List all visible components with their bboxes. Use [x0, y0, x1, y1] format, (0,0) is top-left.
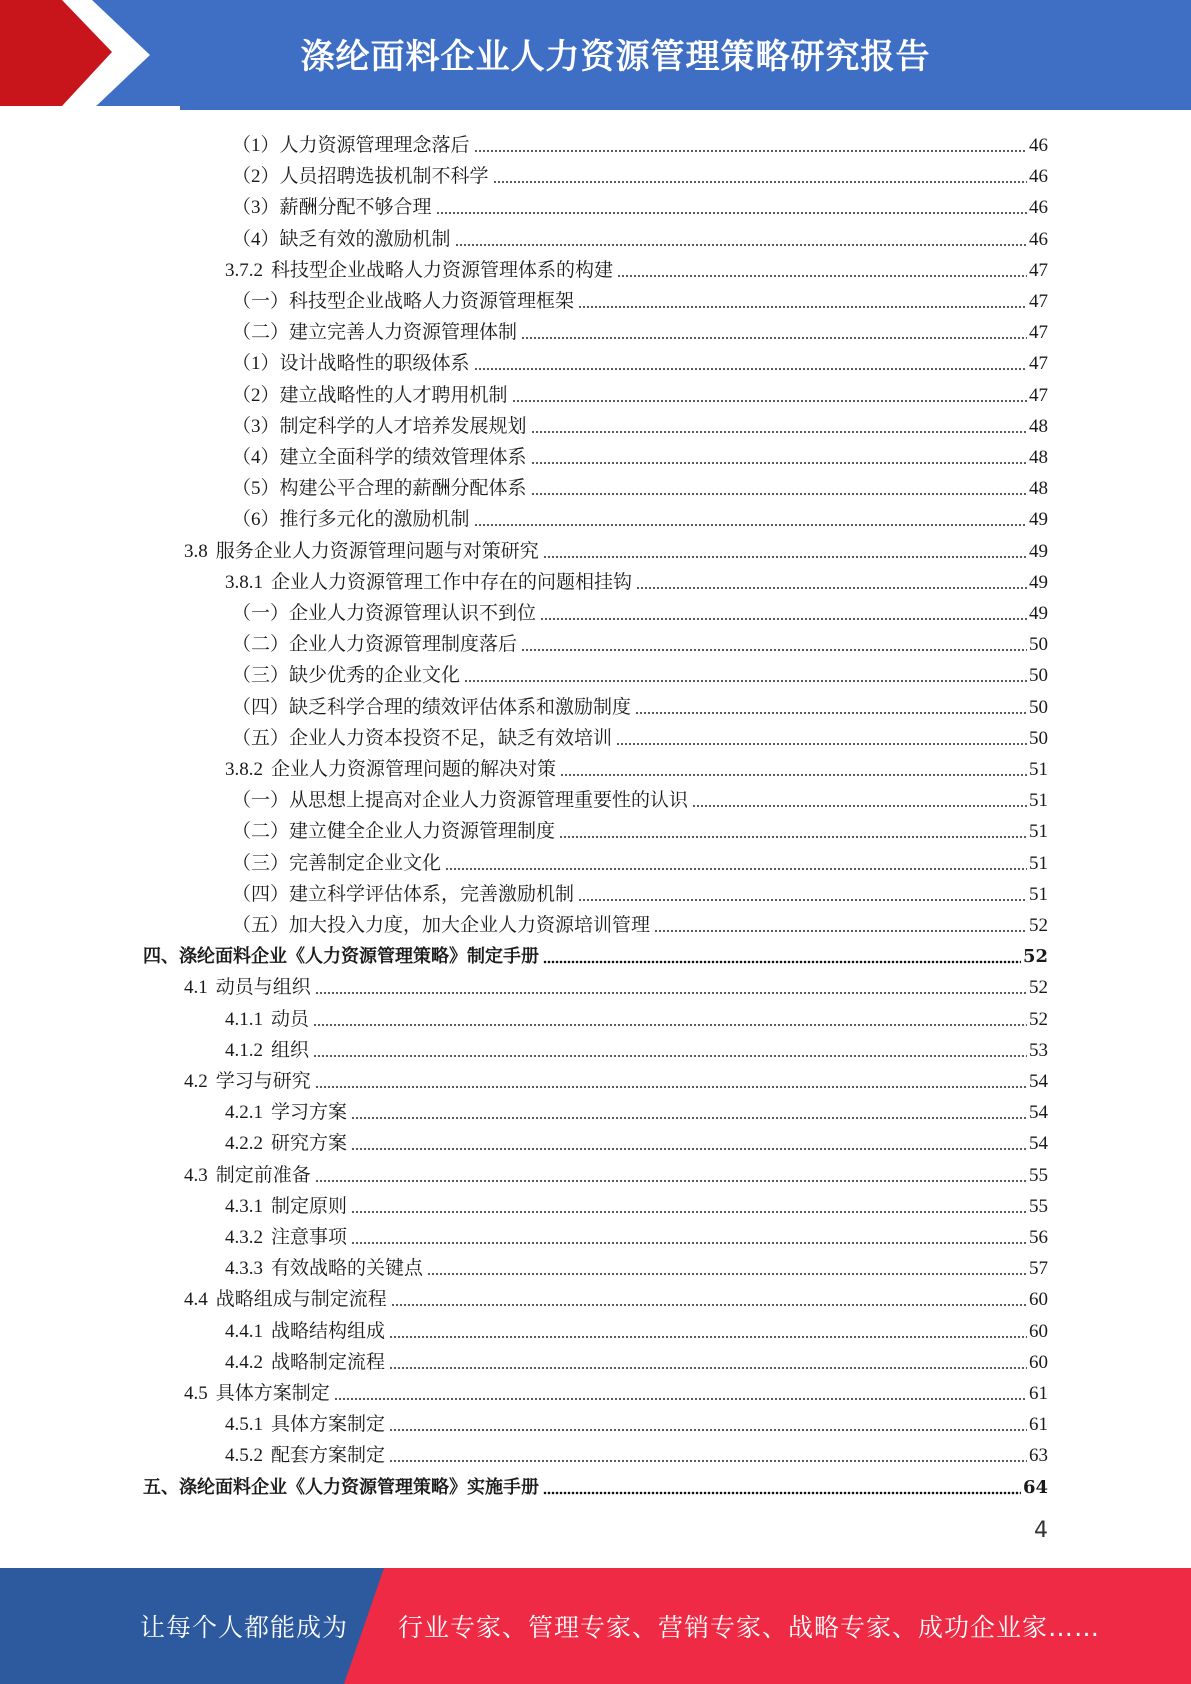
toc-dot-leader: [521, 648, 1027, 652]
toc-entry-page: 50: [1029, 696, 1048, 718]
toc-entry-title: （3）制定科学的人才培养发展规划: [232, 415, 527, 437]
toc-entry-number: 4.4: [184, 1289, 208, 1311]
toc-entry-page: 60: [1029, 1320, 1048, 1342]
toc-dot-leader: [560, 773, 1027, 777]
toc-entry-number: 4.2.2: [225, 1133, 263, 1155]
toc-entry[interactable]: [232, 314, 1048, 345]
toc-entry-number: 4.4.2: [225, 1351, 263, 1373]
toc-entry-title: 配套方案制定: [271, 1445, 386, 1467]
toc-entry-title: 科技型企业战略人力资源管理体系的构建: [271, 259, 614, 281]
toc-entry-number: 4.1.2: [225, 1039, 263, 1061]
toc-entry-title: 战略制定流程: [271, 1351, 386, 1373]
toc-dot-leader: [334, 1397, 1027, 1401]
toc-entry-page: 64: [1022, 1476, 1048, 1498]
toc-entry[interactable]: [232, 657, 1048, 688]
toc-dot-leader: [578, 305, 1027, 309]
toc-entry[interactable]: [184, 1375, 1048, 1406]
toc-entry-page: 61: [1029, 1414, 1048, 1436]
toc-entry-page: 57: [1029, 1258, 1048, 1280]
toc-dot-leader: [351, 1147, 1027, 1151]
toc-entry-page: 50: [1029, 665, 1048, 687]
toc-entry-page: 47: [1029, 322, 1048, 344]
toc-entry-title: （一）从思想上提高对企业人力资源管理重要性的认识: [232, 790, 689, 812]
toc-entry-page: 54: [1029, 1133, 1048, 1155]
toc-entry-page: 53: [1029, 1039, 1048, 1061]
toc-entry[interactable]: [225, 1125, 1048, 1156]
toc-entry-page: 51: [1029, 790, 1048, 812]
toc-entry-title: 学习与研究: [215, 1071, 311, 1092]
toc-entry-page: 47: [1029, 291, 1048, 312]
toc-entry-number: 4.3.3: [225, 1258, 263, 1280]
toc-entry-page: 46: [1029, 135, 1048, 156]
toc-entry-page: 51: [1029, 852, 1048, 874]
toc-dot-leader: [474, 149, 1027, 153]
toc-entry-page: 61: [1029, 1383, 1048, 1404]
toc-entry-page: 48: [1029, 447, 1048, 468]
toc-entry-title: 四、涤纶面料企业《人力资源管理策略》制定手册: [143, 946, 539, 968]
toc-entry[interactable]: [184, 1157, 1048, 1188]
toc-entry-page: 54: [1029, 1071, 1048, 1092]
toc-dot-leader: [445, 867, 1027, 871]
toc-entry-number: 4.3: [184, 1164, 208, 1186]
toc-dot-leader: [315, 1179, 1027, 1183]
toc-entry-number: 4.5.2: [225, 1445, 263, 1467]
toc-dot-leader: [315, 991, 1027, 995]
toc-entry[interactable]: [232, 595, 1048, 626]
toc-dot-leader: [543, 555, 1027, 559]
toc-entry[interactable]: [232, 626, 1048, 657]
toc-dot-leader: [531, 492, 1027, 496]
toc-dot-leader: [543, 1491, 1021, 1495]
toc-entry-title: 制定原则: [271, 1195, 348, 1217]
toc-entry-number: 4.2: [184, 1071, 208, 1092]
toc-entry-page: 55: [1029, 1164, 1048, 1186]
toc-entry-page: 49: [1029, 509, 1048, 531]
toc-entry[interactable]: [232, 470, 1048, 501]
toc-entry-page: 51: [1029, 883, 1048, 905]
toc-entry-title: （1）人力资源管理理念落后: [232, 135, 470, 156]
toc-dot-leader: [455, 243, 1027, 247]
toc-dot-leader: [391, 1303, 1027, 1307]
toc-dot-leader: [531, 430, 1027, 434]
toc-entry-title: （6）推行多元化的激励机制: [232, 509, 470, 531]
toc-entry-page: 55: [1029, 1195, 1048, 1217]
toc-dot-leader: [512, 399, 1027, 403]
toc-dot-leader: [313, 1023, 1027, 1027]
toc-dot-leader: [389, 1335, 1027, 1339]
toc-entry-title: 制定前准备: [215, 1164, 311, 1186]
toc-entry[interactable]: [232, 283, 1048, 314]
toc-entry-title: 具体方案制定: [215, 1383, 330, 1404]
toc-dot-leader: [313, 1054, 1027, 1058]
toc-entry-page: 50: [1029, 727, 1048, 749]
toc-entry-title: （二）企业人力资源管理制度落后: [232, 634, 518, 656]
toc-entry-number: 3.8.2: [225, 759, 263, 780]
toc-dot-leader: [464, 679, 1027, 683]
page-number: 4: [1034, 1518, 1048, 1543]
toc-entry-page: 49: [1029, 540, 1048, 562]
toc-dot-leader: [616, 742, 1027, 746]
toc-entry-title: （2）人员招聘选拔机制不科学: [232, 166, 489, 188]
toc-entry[interactable]: [232, 158, 1048, 189]
toc-entry-title: （二）建立健全企业人力资源管理制度: [232, 821, 556, 843]
toc-dot-leader: [578, 898, 1027, 902]
toc-entry[interactable]: [225, 252, 1048, 283]
toc-entry[interactable]: [184, 969, 1048, 1000]
toc-entry-page: 46: [1029, 228, 1048, 250]
toc-entry-page: 47: [1029, 353, 1048, 375]
toc-dot-leader: [436, 211, 1027, 215]
toc-entry[interactable]: [232, 408, 1048, 439]
toc-dot-leader: [427, 1272, 1027, 1276]
footer-slogan-left: 让每个人都能成为: [140, 1613, 349, 1642]
toc-entry[interactable]: [232, 501, 1048, 532]
toc-entry-page: 47: [1029, 259, 1048, 281]
toc-entry-title: （一）企业人力资源管理认识不到位: [232, 603, 537, 624]
toc-entry-page: 47: [1029, 384, 1048, 406]
toc-entry-number: 4.1: [184, 977, 208, 999]
toc-entry-page: 56: [1029, 1227, 1048, 1248]
toc-entry[interactable]: [143, 1469, 1048, 1500]
toc-entry-page: 49: [1029, 571, 1048, 593]
toc-entry-number: 3.8: [184, 540, 208, 562]
toc-dot-leader: [540, 617, 1027, 621]
toc-entry[interactable]: [225, 564, 1048, 595]
toc-entry[interactable]: [232, 876, 1048, 907]
toc-dot-leader: [351, 1116, 1027, 1120]
toc-entry-number: 4.1.1: [225, 1008, 263, 1030]
toc-entry-title: （三）缺少优秀的企业文化: [232, 665, 461, 687]
toc-entry-number: 3.7.2: [225, 259, 263, 281]
toc-dot-leader: [559, 835, 1027, 839]
toc-dot-leader: [351, 1241, 1027, 1245]
toc-entry-page: 46: [1029, 197, 1048, 219]
toc-entry[interactable]: [232, 845, 1048, 876]
toc-entry-page: 51: [1029, 759, 1048, 780]
toc-entry-title: （一）科技型企业战略人力资源管理框架: [232, 291, 575, 312]
toc-entry[interactable]: [225, 1001, 1048, 1032]
toc-entry[interactable]: [232, 377, 1048, 408]
toc-entry-title: （三）完善制定企业文化: [232, 852, 442, 874]
toc-entry-title: 战略结构组成: [271, 1320, 386, 1342]
toc-dot-leader: [617, 274, 1027, 278]
toc-dot-leader: [351, 1210, 1027, 1214]
toc-entry-page: 54: [1029, 1102, 1048, 1124]
toc-entry-title: 注意事项: [271, 1227, 348, 1248]
toc-entry-page: 51: [1029, 821, 1048, 843]
toc-entry-title: （4）建立全面科学的绩效管理体系: [232, 447, 527, 468]
toc-entry-title: 组织: [271, 1039, 310, 1061]
page-header: [0, 0, 1191, 110]
toc-entry-title: （四）缺乏科学合理的绩效评估体系和激励制度: [232, 696, 632, 718]
toc-entry-title: 有效战略的关键点: [271, 1258, 424, 1280]
toc-entry-title: （4）缺乏有效的激励机制: [232, 228, 451, 250]
toc-dot-leader: [531, 461, 1027, 465]
toc-entry-number: 4.4.1: [225, 1320, 263, 1342]
document-title: 涤纶面料企业人力资源管理策略研究报告: [300, 36, 931, 77]
toc-dot-leader: [636, 586, 1027, 590]
toc-entry-title: （二）建立完善人力资源管理体制: [232, 322, 518, 344]
toc-entry-title: 学习方案: [271, 1102, 348, 1124]
toc-entry[interactable]: [225, 1188, 1048, 1219]
toc-entry[interactable]: [232, 907, 1048, 938]
toc-entry-number: 4.5: [184, 1383, 208, 1404]
toc-entry[interactable]: [232, 720, 1048, 751]
toc-entry-title: （四）建立科学评估体系，完善激励机制: [232, 883, 575, 905]
toc-entry[interactable]: [143, 938, 1048, 969]
toc-entry[interactable]: [184, 533, 1048, 564]
footer-slogan-right: 行业专家、管理专家、营销专家、战略专家、成功企业家……: [398, 1613, 1101, 1642]
toc-entry-page: 48: [1029, 478, 1048, 500]
toc-entry[interactable]: [232, 689, 1048, 720]
toc-entry-number: 4.3.2: [225, 1227, 263, 1248]
toc-entry[interactable]: [184, 1281, 1048, 1312]
toc-entry-page: 50: [1029, 634, 1048, 656]
toc-dot-leader: [474, 367, 1027, 371]
toc-entry-title: （5）构建公平合理的薪酬分配体系: [232, 478, 527, 500]
toc-entry-title: 研究方案: [271, 1133, 348, 1155]
toc-entry-page: 52: [1029, 1008, 1048, 1030]
toc-entry[interactable]: [232, 439, 1048, 470]
toc-entry[interactable]: [232, 221, 1048, 252]
toc-entry[interactable]: [232, 782, 1048, 813]
toc-entry[interactable]: [232, 189, 1048, 220]
toc-entry-number: 4.2.1: [225, 1102, 263, 1124]
toc-entry-title: 动员: [271, 1008, 310, 1030]
toc-entry[interactable]: [232, 127, 1048, 158]
toc-entry-number: 4.5.1: [225, 1414, 263, 1436]
toc-dot-leader: [543, 960, 1021, 964]
toc-dot-leader: [389, 1366, 1027, 1370]
toc-entry-title: （五）加大投入力度，加大企业人力资源培训管理: [232, 915, 651, 936]
toc-entry-title: （3）薪酬分配不够合理: [232, 197, 432, 219]
toc-entry[interactable]: [225, 1313, 1048, 1344]
toc-entry-number: 3.8.1: [225, 571, 263, 593]
toc-dot-leader: [389, 1459, 1027, 1463]
toc-entry-page: 49: [1029, 603, 1048, 624]
toc-dot-leader: [521, 336, 1027, 340]
toc-entry-page: 52: [1029, 915, 1048, 936]
toc-dot-leader: [493, 180, 1027, 184]
page-footer: [0, 1568, 1191, 1684]
toc-entry-page: 60: [1029, 1289, 1048, 1311]
toc-entry[interactable]: [225, 1250, 1048, 1281]
toc-dot-leader: [635, 711, 1027, 715]
toc-dot-leader: [692, 804, 1027, 808]
toc-entry-number: 4.3.1: [225, 1195, 263, 1217]
toc-entry-page: 52: [1022, 946, 1048, 968]
toc-entry-page: 52: [1029, 977, 1048, 999]
toc-entry-page: 63: [1029, 1445, 1048, 1467]
toc-entry-title: 企业人力资源管理工作中存在的问题相挂钩: [271, 571, 633, 593]
toc-entry[interactable]: [225, 751, 1048, 782]
toc-entry-title: 具体方案制定: [271, 1414, 386, 1436]
toc-entry-title: 服务企业人力资源管理问题与对策研究: [215, 540, 539, 562]
toc-entry-title: （1）设计战略性的职级体系: [232, 353, 470, 375]
toc-entry-title: 动员与组织: [215, 977, 311, 999]
toc-entry[interactable]: [225, 1032, 1048, 1063]
toc-entry-title: 企业人力资源管理问题的解决对策: [271, 759, 557, 780]
toc-entry[interactable]: [225, 1437, 1048, 1468]
toc-entry[interactable]: [225, 1406, 1048, 1437]
toc-entry[interactable]: [225, 1094, 1048, 1125]
toc-entry-title: （五）企业人力资本投资不足，缺乏有效培训: [232, 727, 613, 749]
toc-dot-leader: [389, 1428, 1027, 1432]
toc-entry[interactable]: [225, 1344, 1048, 1375]
toc-entry-page: 60: [1029, 1351, 1048, 1373]
toc-entry-title: （2）建立战略性的人才聘用机制: [232, 384, 508, 406]
toc-entry[interactable]: [184, 1063, 1048, 1094]
toc-entry[interactable]: [225, 1219, 1048, 1250]
toc-entry-title: 五、涤纶面料企业《人力资源管理策略》实施手册: [143, 1476, 539, 1498]
toc-dot-leader: [474, 523, 1027, 527]
toc-entry-title: 战略组成与制定流程: [215, 1289, 387, 1311]
toc-entry[interactable]: [232, 345, 1048, 376]
toc-entry-page: 46: [1029, 166, 1048, 188]
toc-entry-page: 48: [1029, 415, 1048, 437]
toc-dot-leader: [315, 1085, 1027, 1089]
toc-dot-leader: [654, 929, 1027, 933]
toc-entry[interactable]: [232, 813, 1048, 844]
